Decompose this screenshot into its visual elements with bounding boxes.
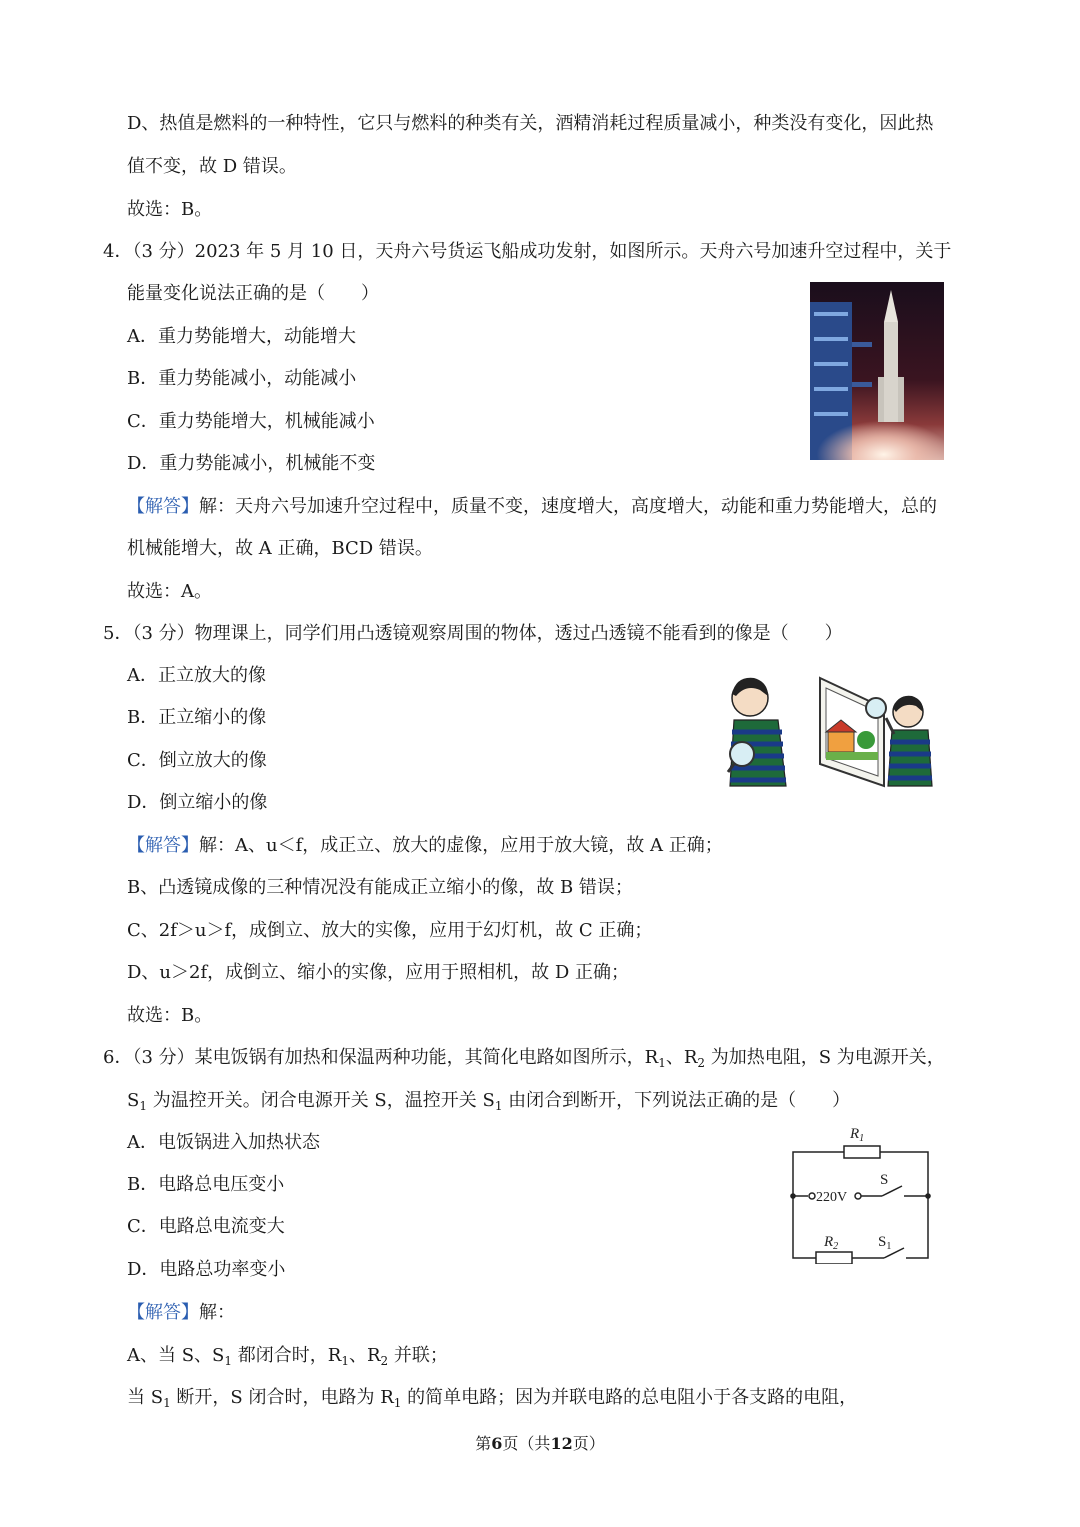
- q4-option-c: C．重力势能增大，机械能减小: [127, 411, 375, 432]
- q4-answer-line1: 【解答】解：天舟六号加速升空过程中，质量不变，速度增大，高度增大，动能和重力势能增大，总的: [127, 496, 937, 517]
- rice-cooker-circuit-diagram: [788, 1122, 938, 1264]
- q3-option-d-explanation-line2: 值不变，故 D 错误。: [127, 156, 297, 177]
- magnifier-students-illustration: [716, 668, 946, 792]
- switch-s1-label: $S_1$: [878, 1234, 892, 1252]
- q4-answer-line2: 机械能增大，故 A 正确，BCD 错误。: [127, 538, 433, 559]
- q5-option-c: C．倒立放大的像: [127, 750, 267, 771]
- voltage-label: 220V: [816, 1190, 848, 1205]
- q5-answer-line3: C、2f＞u＞f，成倒立、放大的实像，应用于幻灯机，故 C 正确；: [127, 920, 653, 941]
- q5-option-a: A．正立放大的像: [127, 665, 266, 686]
- answer-tag: 【解答】: [127, 835, 199, 856]
- q5-option-d: D．倒立缩小的像: [127, 792, 268, 813]
- q6-option-d: D．电路总功率变小: [127, 1259, 286, 1280]
- q4-option-a: A．重力势能增大，动能增大: [127, 326, 356, 347]
- q6-stem-line2: $S_1$ 为温控开关。闭合电源开关 S，温控开关 $S_1$ 由闭合到断开，下列说法正确的是（ ）: [127, 1090, 851, 1113]
- page-footer: 第6页（共12页）: [475, 1434, 605, 1453]
- q6-answer-head: 【解答】解：: [127, 1302, 235, 1323]
- q6-answer-line1: A、当 S、$S_1$ 都闭合时，$R_1$、$R_2$ 并联；: [127, 1345, 448, 1368]
- q6-answer-line2: 当 $S_1$ 断开，S 闭合时，电路为 $R_1$ 的简单电路；因为并联电路的总电阻小于各支路的电阻，: [127, 1387, 858, 1410]
- r1-label: $R_1$: [850, 1126, 865, 1144]
- q5-answer-line4: D、u＞2f，成倒立、缩小的实像，应用于照相机，故 D 正确；: [127, 962, 630, 983]
- q4-option-b: B．重力势能减小，动能减小: [127, 368, 357, 389]
- q6-stem-line1: 6．（3 分）某电饭锅有加热和保温两种功能，其简化电路如图所示，$R_1$、$R_2$ 为加热电阻，S 为电源开关，: [103, 1047, 945, 1070]
- q4-stem-line1: 4．（3 分）2023 年 5 月 10 日，天舟六号货运飞船成功发射，如图所示。天舟六号加速升空过程中，关于: [103, 241, 952, 262]
- q5-answer-line2: B、凸透镜成像的三种情况没有能成正立缩小的像，故 B 错误；: [127, 877, 633, 898]
- page-number: 6: [491, 1434, 503, 1453]
- q5-choice: 故选：B。: [127, 1005, 213, 1026]
- junction-left: [790, 1193, 796, 1199]
- q4-option-d: D．重力势能减小，机械能不变: [127, 453, 376, 474]
- q6-option-c: C．电路总电流变大: [127, 1216, 285, 1237]
- answer-tag: 【解答】: [127, 496, 199, 517]
- q5-option-b: B．正立缩小的像: [127, 707, 267, 728]
- q6-option-b: B．电路总电压变小: [127, 1174, 285, 1195]
- q3-option-d-explanation-line1: D、热值是燃料的一种特性，它只与燃料的种类有关，酒精消耗过程质量减小，种类没有变化，因此热: [127, 113, 934, 134]
- q4-choice: 故选：A。: [127, 581, 212, 602]
- switch-s-label: S: [880, 1172, 889, 1188]
- q6-option-a: A．电饭锅进入加热状态: [127, 1132, 320, 1153]
- q5-answer-line1: 【解答】解：A、u＜f，成正立、放大的虚像，应用于放大镜，故 A 正确；: [127, 835, 723, 856]
- r2-label: $R_2$: [824, 1234, 839, 1252]
- junction-right: [925, 1193, 931, 1199]
- q3-choice: 故选：B。: [127, 199, 213, 220]
- page-total: 12: [550, 1434, 573, 1453]
- q4-stem-line2: 能量变化说法正确的是（ ）: [127, 283, 379, 304]
- answer-tag: 【解答】: [127, 1302, 199, 1323]
- rocket-launch-photo: [810, 282, 944, 460]
- q5-stem: 5．（3 分）物理课上，同学们用凸透镜观察周围的物体，透过凸透镜不能看到的像是（ ）: [103, 623, 843, 644]
